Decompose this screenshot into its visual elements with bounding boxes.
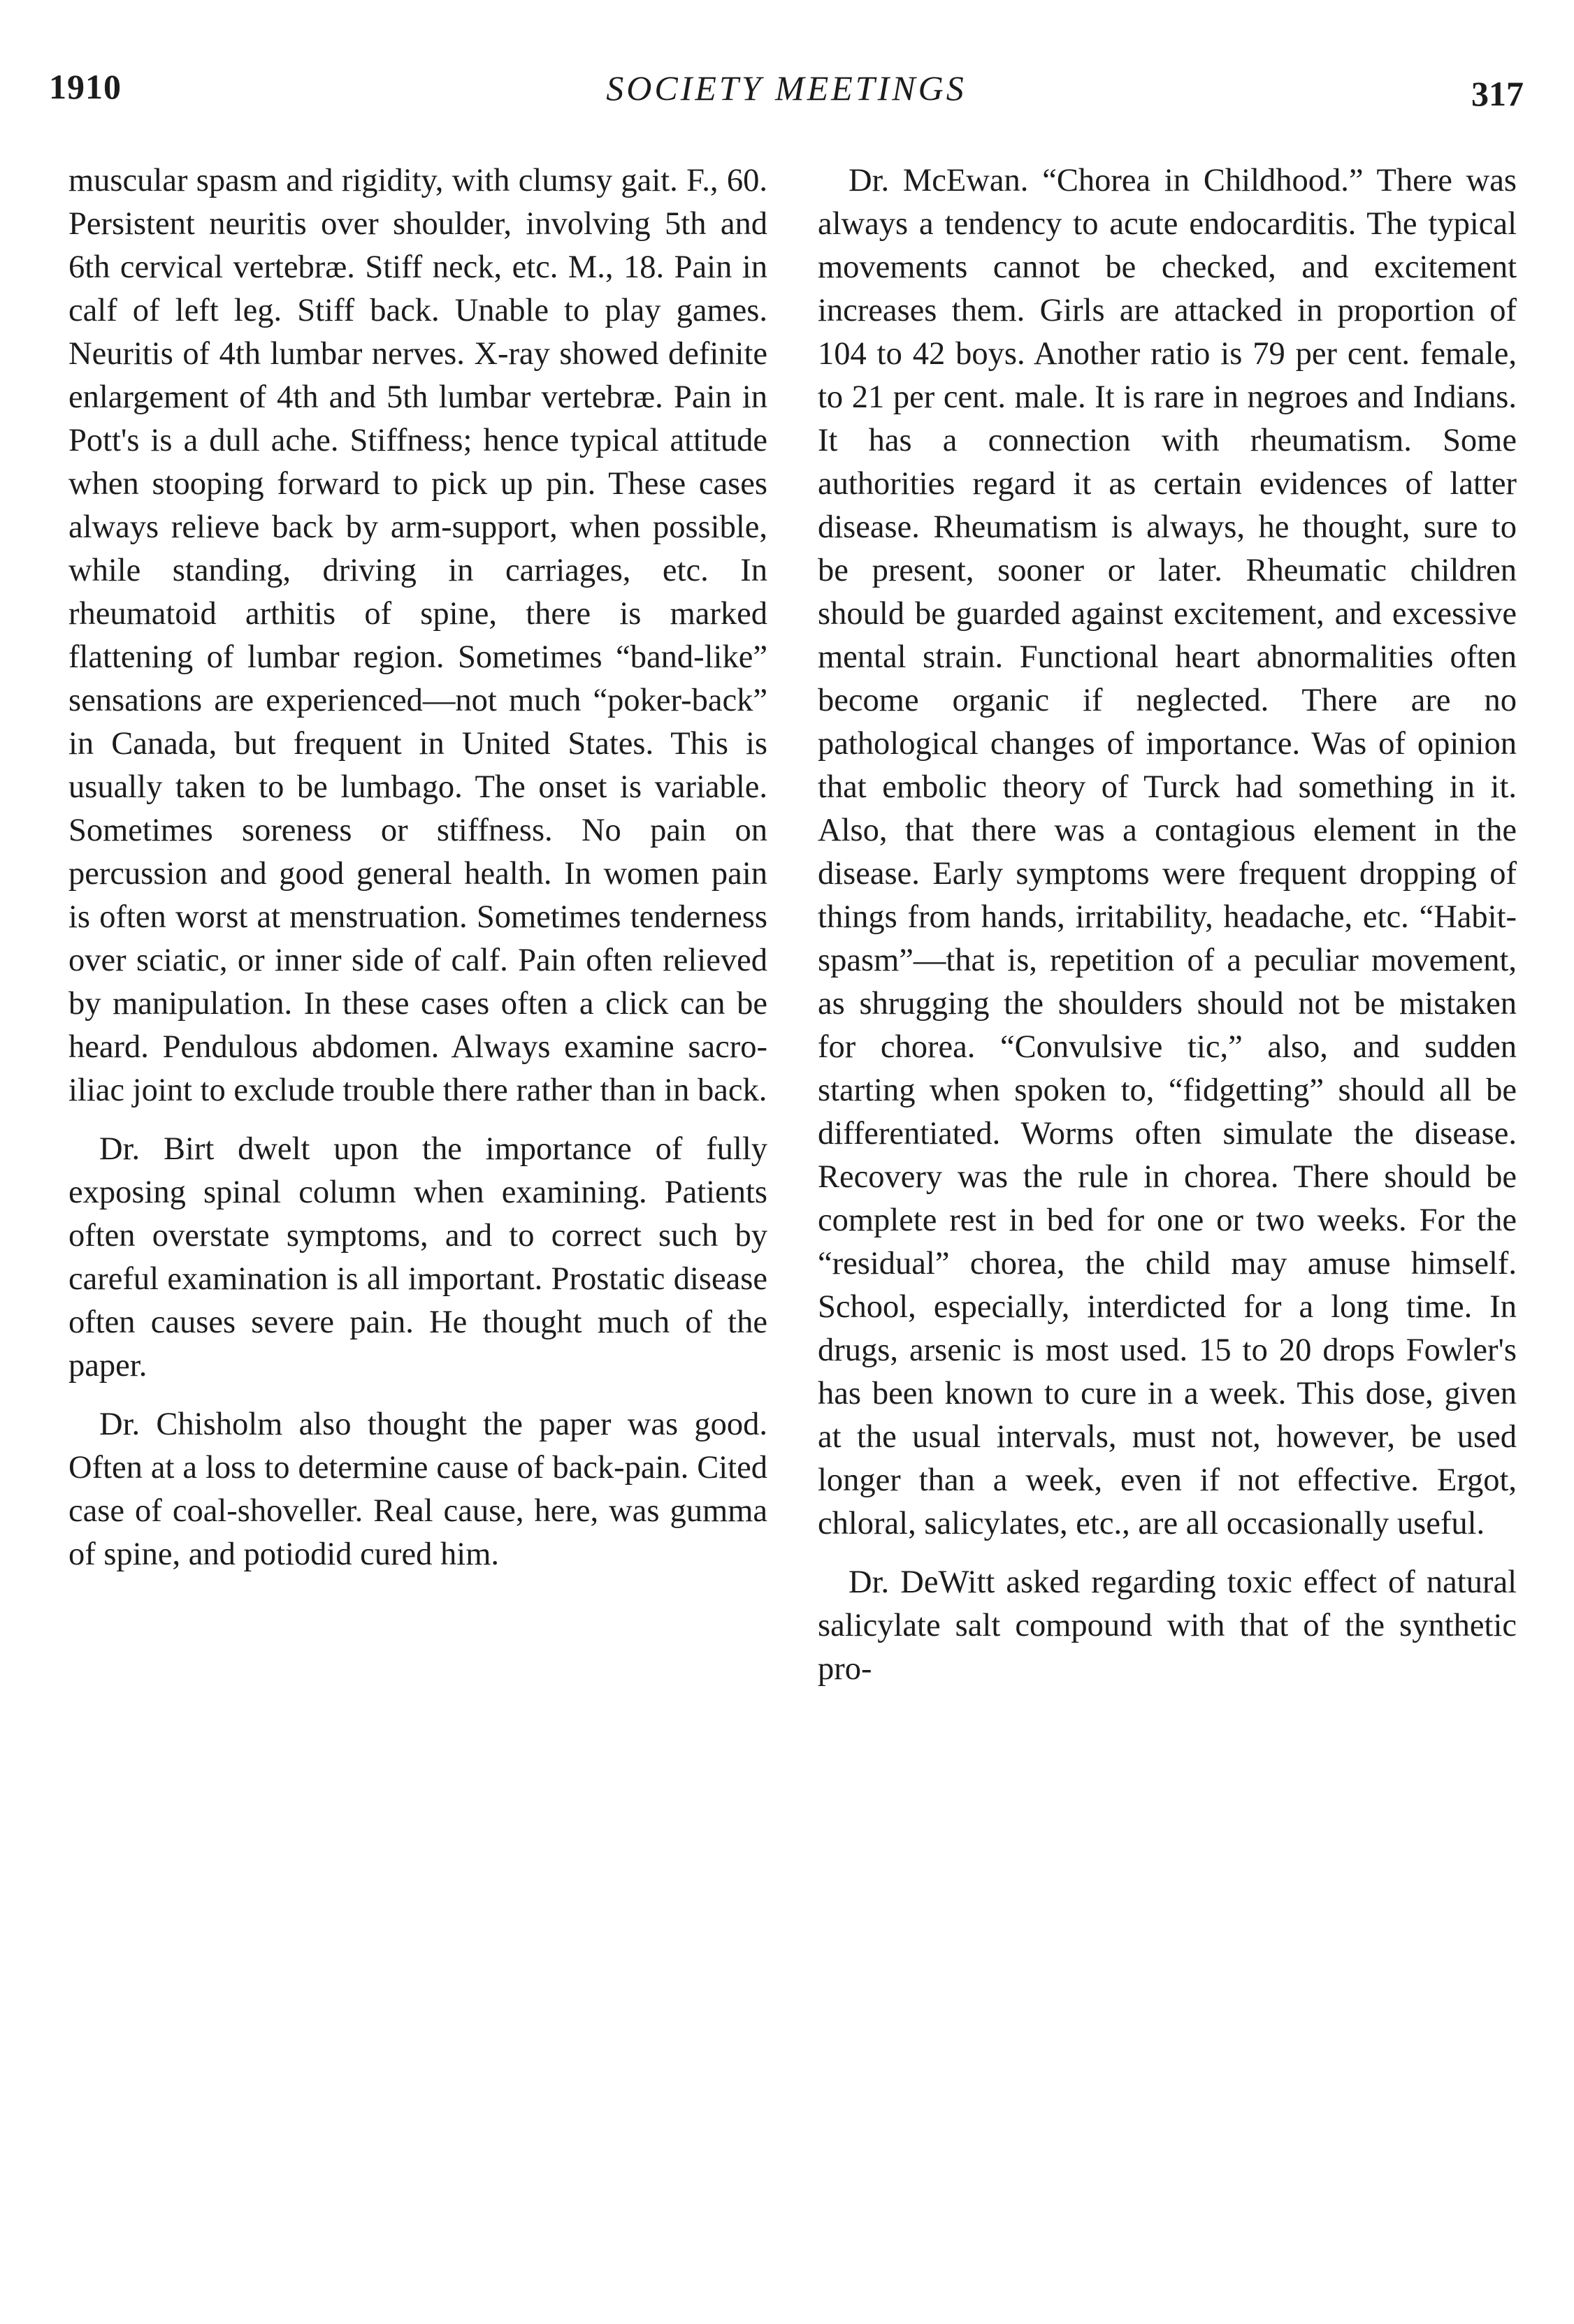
left-column [68,159,767,1576]
left-paragraph-birt: Dr. Birt dwelt upon the importance of fully exposing spinal column when examining. Patients often overstate symptoms, and to correct such by careful examination is all important. Prostatic disease often causes severe pain. He thought much of the paper. [68,1131,767,1383]
right-paragraph-mcewan: Dr. McEwan. “Chorea in Childhood.” There was always a tendency to acute endocarditis. The typical movements cannot be checked, and excitement increases them. Girls are attacked in proportion of 104 to 42 boys. Another ratio is 79 per cent. female, to 21 per cent. male. It is rare in negroes and Indians. It has a connection with rheumatism. Some authorities regard it as certain evidences of latter disease. Rheumatism is always, he thought, sure to be present, sooner or later. Rheumatic children should be guarded against excitement, and excessive mental strain. Functional heart abnormalities often become organic if neglected. There are no pathological changes of importance. Was of opinion that embolic theory of Turck had something in it. Also, that there was a contagious element in the disease. Early symptoms were frequent dropping of things from hands, irritability, headache, etc. “Habit-spasm”—that is, repetition of a peculiar movement, as shrugging the shoulders should not be mistaken for chorea. “Convulsive tic,” also, and sudden starting when spoken to, “fidgetting” should all be differentiated. Worms often simulate the disease. Recovery was the rule in chorea. There should be complete rest in bed for one or two weeks. For the “residual” chorea, the child may amuse himself. School, especially, interdicted for a long time. In drugs, arsenic is most used. 15 to 20 drops Fowler's has been known to cure in a week. This dose, given at the usual intervals, must not, however, be used longer than a week, even if not effective. Ergot, chloral, salicylates, etc., are all occasionally useful. [818,163,1517,1541]
left-paragraph-continued: muscular spasm and rigidity, with clumsy gait. F., 60. Persistent neuritis over shoulder, involving 5th and 6th cervical vertebræ. Stiff neck, etc. M., 18. Pain in calf of left leg. Stiff back. Unable to play games. Neuritis of 4th lumbar nerves. X-ray showed definite enlargement of 4th and 5th lumbar vertebræ. Pain in Pott's is a dull ache. Stiffness; hence typical attitude when stooping forward to pick up pin. These cases always relieve back by arm-support, when possible, while standing, driving in carriages, etc. In rheumatoid arthitis of spine, there is marked flattening of lumbar region. Sometimes “band-like” sensations are experienced—not much “poker-back” in Canada, but frequent in United States. This is usually taken to be lumbago. The onset is variable. Sometimes soreness or stiffness. No pain on percussion and good general health. In women pain is often worst at menstruation. Sometimes tenderness over sciatic, or inner side of calf. Pain often relieved by manipulation. In these cases often a click can be heard. Pendulous abdomen. Always examine sacro-iliac joint to exclude trouble there rather than in back. [68,163,767,1108]
page-number: 317 [1471,74,1524,113]
header-year: 1910 [49,67,122,106]
right-column [818,159,1517,1691]
right-paragraph-dewitt: Dr. DeWitt asked regarding toxic effect of natural salicylate salt compound with that of the synthetic pro- [818,1564,1517,1687]
header-title: SOCIETY MEETINGS [606,68,967,108]
running-head [49,66,1524,129]
left-paragraph-chisholm: Dr. Chisholm also thought the paper was good. Often at a loss to determine cause of back-pain. Cited case of coal-shoveller. Real cause, here, was gumma of spine, and potiodid cured him. [68,1407,767,1572]
